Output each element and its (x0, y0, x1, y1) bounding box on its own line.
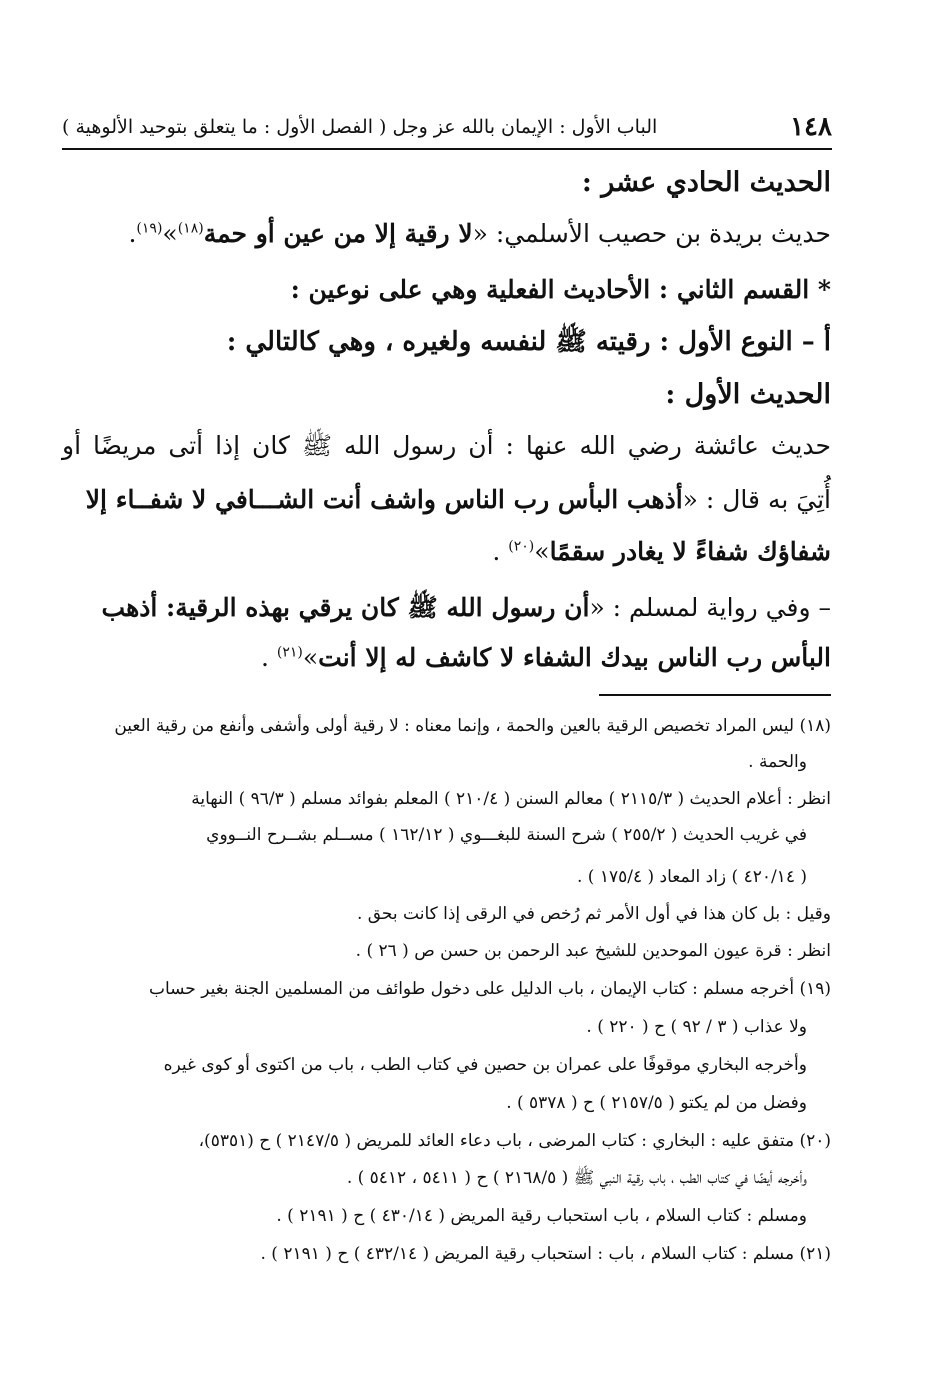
footnote-ref-20: (٢٠) (508, 538, 535, 555)
muslim-narration-line-1 (62, 592, 831, 625)
muslim-narration-quote-end: البأس رب الناس بيدك الشفاء لا كاشف له إلا أنت (318, 643, 831, 672)
quote-close: » (534, 537, 550, 566)
period: . (492, 537, 509, 566)
footnote-18-line-4: في غريب الحديث ( ٢٥٥/٢ ) شرح السنة للبغـــوي ( ١٦٢/١٢ ) مســلم بشــرح النــووي (206, 825, 807, 845)
footnote-18-line-5: ( ٤٢٠/١٤ ) زاد المعاد ( ١٧٥/٤ ) . (576, 867, 807, 887)
page-number: ١٤٨ (790, 112, 832, 142)
footnote-19-line-2: ولا عذاب ( ٣ / ٩٢ ) ح ( ٢٢٠ ) . (586, 1017, 807, 1037)
footnote-20-line-3: ومسلم : كتاب السلام ، باب استحباب رقية المريض ( ٤٣٠/١٤ ) ح ( ٢١٩١ ) . (276, 1206, 807, 1226)
hadith-aisha-line-1: حديث عائشة رضي الله عنها : أن رسول الله ﷺ كان إذا أتى مريضًا أو (62, 431, 831, 460)
period: . (260, 643, 277, 672)
footnote-19-line-3: وأخرجه البخاري موقوفًا على عمران بن حصين في كتاب الطب ، باب من اكتوى أو كوى غيره (163, 1055, 807, 1075)
footnote-18-line-2: والحمة . (748, 752, 807, 772)
footnote-21-line-1: (٢١) مسلم : كتاب السلام ، باب : استحباب رقية المريض ( ٤٣٢/١٤ ) ح ( ٢١٩١ ) . (260, 1244, 831, 1264)
footnote-20-line-1: (٢٠) متفق عليه : البخاري : كتاب المرضى ، باب دعاء العائد للمريض ( ٢١٤٧/٥ ) ح (٥٣٥١)، (198, 1131, 831, 1151)
footnote-19-line-4: وفضل من لم يكتو ( ٢١٥٧/٥ ) ح ( ٥٣٧٨ ) . (506, 1093, 807, 1113)
type-a-heading: أ – النوع الأول : رقيته ﷺ لنفسه ولغيره ، وهي كالتالي : (226, 327, 831, 357)
footnote-18-line-7: انظر : قرة عيون الموحدين للشيخ عبد الرحمن بن حسن ص ( ٢٦ ) . (355, 941, 831, 961)
heading-hadith-1: الحديث الأول : (665, 379, 831, 410)
section-heading: * القسم الثاني : الأحاديث الفعلية وهي على نوعين : (290, 275, 831, 304)
muslim-narration-line-2 (62, 642, 831, 675)
footnote-18-line-1: (١٨) ليس المراد تخصيص الرقية بالعين والحمة ، وإنما معناه : لا رقية أولى وأشفى وأنفع من رقية العين (114, 716, 831, 736)
hadith-aisha-intro: أُتِيَ به قال : « (682, 485, 831, 514)
footnote-18-line-3: انظر : أعلام الحديث ( ٢١١٥/٣ ) معالم السنن ( ٢١٠/٤ ) المعلم بفوائد مسلم ( ٩٦/٣ ) النهاية (191, 789, 831, 809)
running-title: الباب الأول : الإيمان بالله عز وجل ( الفصل الأول : ما يتعلق بتوحيد الألوهية ) (62, 116, 658, 138)
footnote-ref-21: (٢١) (276, 644, 303, 661)
period: . (128, 219, 137, 248)
heading-hadith-11: الحديث الحادي عشر : (581, 167, 831, 198)
muslim-narration-intro: – وفي رواية لمسلم : « (589, 593, 831, 622)
hadith-aisha-line-3 (62, 536, 831, 569)
footnote-separator (599, 694, 831, 696)
hadith-aisha-quote: أذهب البأس رب الناس واشف أنت الشـــافي لا شفــاء إلا (85, 485, 683, 514)
footnote-19-line-1: (١٩) أخرجه مسلم : كتاب الإيمان ، باب الدليل على دخول طوائف من المسلمين الجنة بغير حساب (148, 979, 831, 999)
hadith-aisha-line-2 (62, 484, 831, 517)
footnote-ref-19: (١٩) (136, 220, 163, 237)
page-header (62, 106, 832, 150)
hadith-aisha-quote-end: شفاؤك شفاءً لا يغادر سقمًا (549, 537, 831, 566)
quote-close: » (162, 219, 178, 248)
hadith-buraydah-quote: لا رقية إلا من عين أو حمة (203, 219, 473, 248)
hadith-buraydah (62, 218, 831, 251)
footnote-20-line-2: وأخرجه أيضًا في كتاب الطب ، باب رقية النبي ﷺ ( ٢١٦٨/٥ ) ح ( ٥٤١١ ، ٥٤١٢ ) . (346, 1168, 807, 1188)
footnote-18-line-6: وقيل : بل كان هذا في أول الأمر ثم رُخص في الرقى إذا كانت بحق . (356, 904, 831, 924)
hadith-buraydah-intro: حديث بريدة بن حصيب الأسلمي: « (472, 219, 831, 248)
quote-close: » (302, 643, 319, 672)
muslim-narration-quote: أن رسول الله ﷺ كان يرقي بهذه الرقية: أذهب (101, 593, 590, 622)
footnote-ref-18: (١٨) (177, 220, 204, 237)
